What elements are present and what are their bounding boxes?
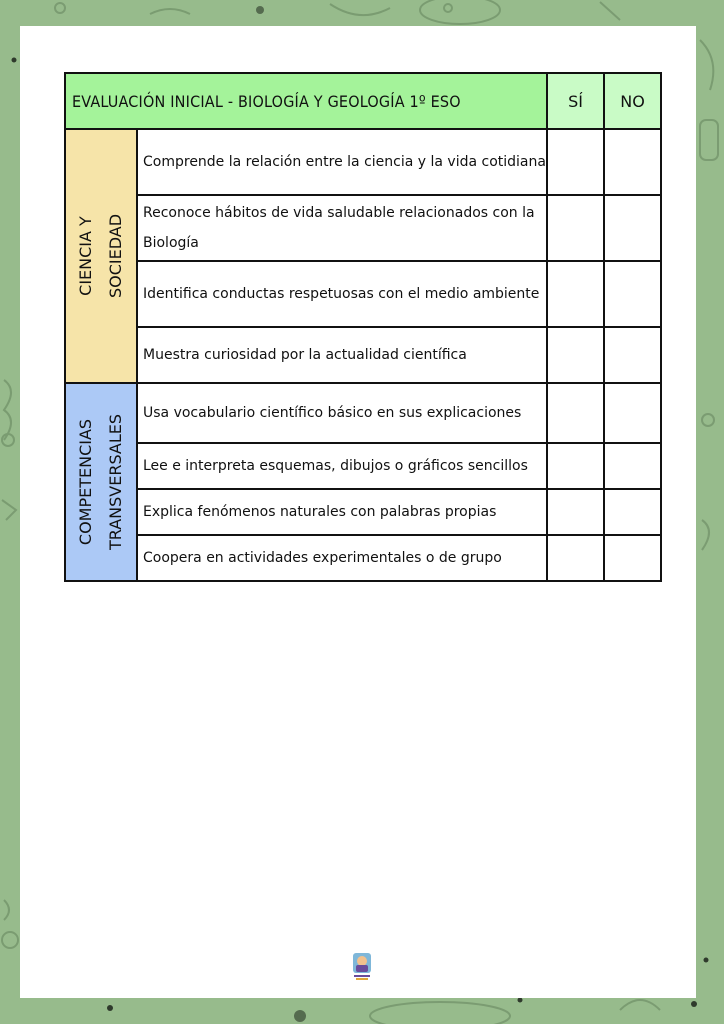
table-title: EVALUACIÓN INICIAL - BIOLOGÍA Y GEOLOGÍA 1º ESO — [65, 73, 547, 129]
yes-checkbox-cell[interactable] — [547, 327, 604, 383]
no-checkbox-cell[interactable] — [604, 489, 661, 535]
category-competencias-transversales — [65, 383, 137, 581]
yes-checkbox-cell[interactable] — [547, 535, 604, 581]
table-row — [65, 489, 661, 535]
table-row — [65, 261, 661, 327]
category-label-line1: COMPETENCIAS — [76, 418, 95, 546]
yes-checkbox-cell[interactable] — [547, 195, 604, 261]
criterion-text: Explica fenómenos naturales con palabras propias — [137, 489, 547, 535]
no-checkbox-cell[interactable] — [604, 443, 661, 489]
table-row — [65, 195, 661, 261]
category-ciencia-sociedad — [65, 129, 137, 383]
table-row — [65, 535, 661, 581]
criterion-text: Muestra curiosidad por la actualidad científica — [137, 327, 547, 383]
table-row — [65, 129, 661, 195]
category-label-line2: SOCIEDAD — [106, 213, 125, 299]
no-checkbox-cell[interactable] — [604, 195, 661, 261]
school-logo-icon — [351, 952, 373, 982]
worksheet-page — [20, 26, 696, 998]
yes-checkbox-cell[interactable] — [547, 129, 604, 195]
criterion-text: Identifica conductas respetuosas con el medio ambiente — [137, 261, 547, 327]
yes-column-header: SÍ — [547, 73, 604, 129]
header-row — [65, 73, 661, 129]
table-row — [65, 383, 661, 443]
evaluation-table — [64, 72, 662, 582]
category-label-line2: TRANSVERSALES — [106, 413, 125, 551]
no-checkbox-cell[interactable] — [604, 327, 661, 383]
no-checkbox-cell[interactable] — [604, 261, 661, 327]
no-column-header: NO — [604, 73, 661, 129]
criterion-text: Comprende la relación entre la ciencia y la vida cotidiana — [137, 129, 547, 195]
criterion-text: Lee e interpreta esquemas, dibujos o gráficos sencillos — [137, 443, 547, 489]
criterion-text: Coopera en actividades experimentales o de grupo — [137, 535, 547, 581]
table-row — [65, 327, 661, 383]
yes-checkbox-cell[interactable] — [547, 261, 604, 327]
category-label-line1: CIENCIA Y — [76, 216, 95, 296]
criterion-text: Usa vocabulario científico básico en sus explicaciones — [137, 383, 547, 443]
no-checkbox-cell[interactable] — [604, 129, 661, 195]
no-checkbox-cell[interactable] — [604, 383, 661, 443]
no-checkbox-cell[interactable] — [604, 535, 661, 581]
table-row — [65, 443, 661, 489]
criterion-text: Reconoce hábitos de vida saludable relacionados con la Biología — [137, 195, 547, 261]
yes-checkbox-cell[interactable] — [547, 383, 604, 443]
yes-checkbox-cell[interactable] — [547, 489, 604, 535]
yes-checkbox-cell[interactable] — [547, 443, 604, 489]
